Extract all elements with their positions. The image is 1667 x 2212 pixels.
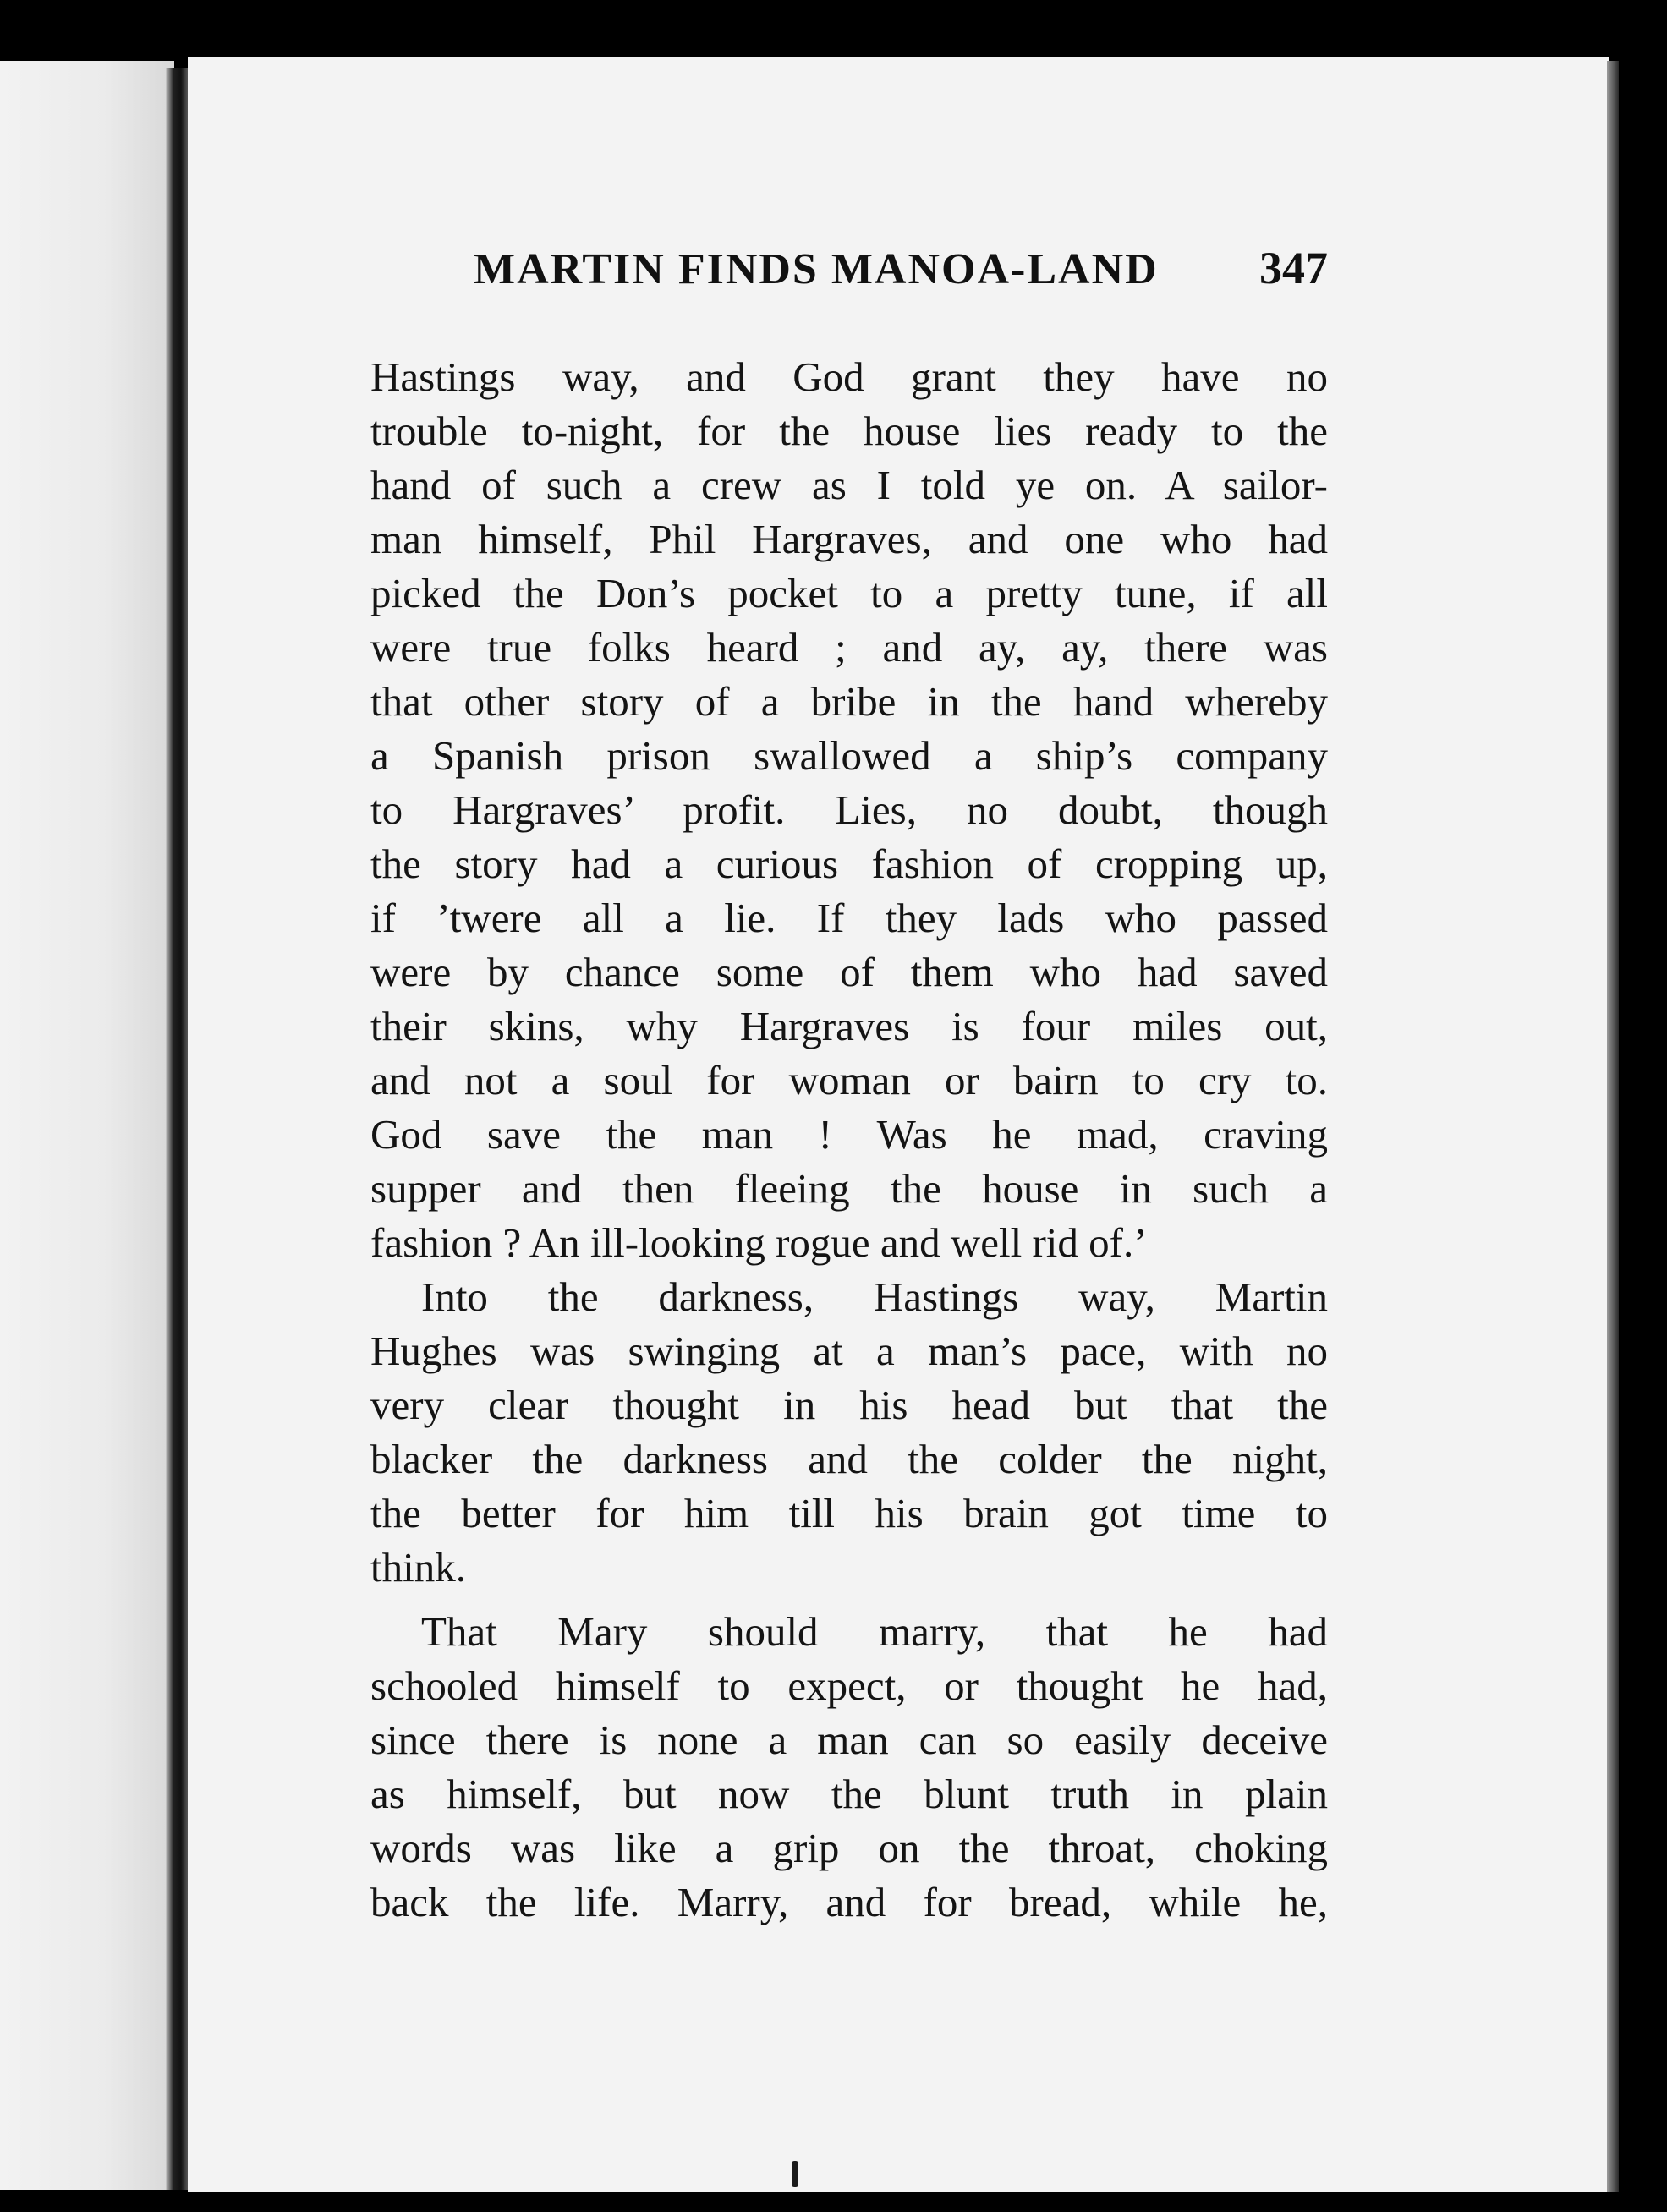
body-text bbox=[370, 350, 1328, 1930]
text-line: as himself, but now the blunt truth in plain bbox=[370, 1771, 1328, 1817]
paragraph-3 bbox=[370, 1605, 1328, 1930]
paragraph-1 bbox=[370, 350, 1328, 1270]
text-line: Hughes was swinging at a man’s pace, with no bbox=[370, 1328, 1328, 1374]
text-line: the better for him till his brain got time to bbox=[370, 1490, 1328, 1536]
text-line: words was like a grip on the throat, choking bbox=[370, 1825, 1328, 1871]
text-line: back the life. Marry, and for bread, while he, bbox=[370, 1879, 1328, 1925]
text-line: blacker the darkness and the colder the night, bbox=[370, 1436, 1328, 1482]
text-line: and not a soul for woman or bairn to cry to. bbox=[370, 1057, 1328, 1103]
text-line: Hastings way, and God grant they have no bbox=[370, 353, 1328, 400]
text-line: Into the darkness, Hastings way, Martin bbox=[421, 1273, 1328, 1320]
text-line: supper and then fleeing the house in such a bbox=[370, 1165, 1328, 1212]
paragraph-gap bbox=[370, 1595, 1328, 1605]
text-line: a Spanish prison swallowed a ship’s company bbox=[370, 732, 1328, 779]
facing-page-edge bbox=[0, 61, 174, 2190]
text-line: think. bbox=[370, 1544, 466, 1591]
text-line: very clear thought in his head but that the bbox=[370, 1382, 1328, 1428]
text-line: man himself, Phil Hargraves, and one who had bbox=[370, 516, 1328, 562]
text-line: God save the man ! Was he mad, craving bbox=[370, 1111, 1328, 1158]
running-title: MARTIN FINDS MANOA-LAND bbox=[474, 245, 1159, 293]
page-number: 347 bbox=[1259, 243, 1328, 293]
text-line: that other story of a bribe in the hand whereby bbox=[370, 678, 1328, 725]
text-line: schooled himself to expect, or thought he had, bbox=[370, 1662, 1328, 1709]
text-line: were by chance some of them who had saved bbox=[370, 949, 1328, 995]
text-line: if ’twere all a lie. If they lads who passed bbox=[370, 895, 1328, 941]
text-line: hand of such a crew as I told ye on. A sailor- bbox=[370, 462, 1328, 508]
text-line: fashion ? An ill-looking rogue and well rid of.’ bbox=[370, 1219, 1148, 1266]
text-line: their skins, why Hargraves is four miles out, bbox=[370, 1003, 1328, 1049]
paragraph-2 bbox=[370, 1270, 1328, 1595]
page-right-edge bbox=[1607, 61, 1619, 2192]
text-line: to Hargraves’ profit. Lies, no doubt, though bbox=[370, 786, 1328, 833]
text-line: since there is none a man can so easily deceive bbox=[370, 1716, 1328, 1763]
text-line: trouble to-night, for the house lies ready to the bbox=[370, 408, 1328, 454]
scan-artifact-mark bbox=[792, 2161, 798, 2187]
text-line: the story had a curious fashion of cropping up, bbox=[370, 840, 1328, 887]
running-head bbox=[474, 242, 1328, 294]
text-line: were true folks heard ; and ay, ay, there was bbox=[370, 624, 1328, 671]
text-line: picked the Don’s pocket to a pretty tune, if all bbox=[370, 570, 1328, 616]
text-line: That Mary should marry, that he had bbox=[421, 1608, 1328, 1655]
